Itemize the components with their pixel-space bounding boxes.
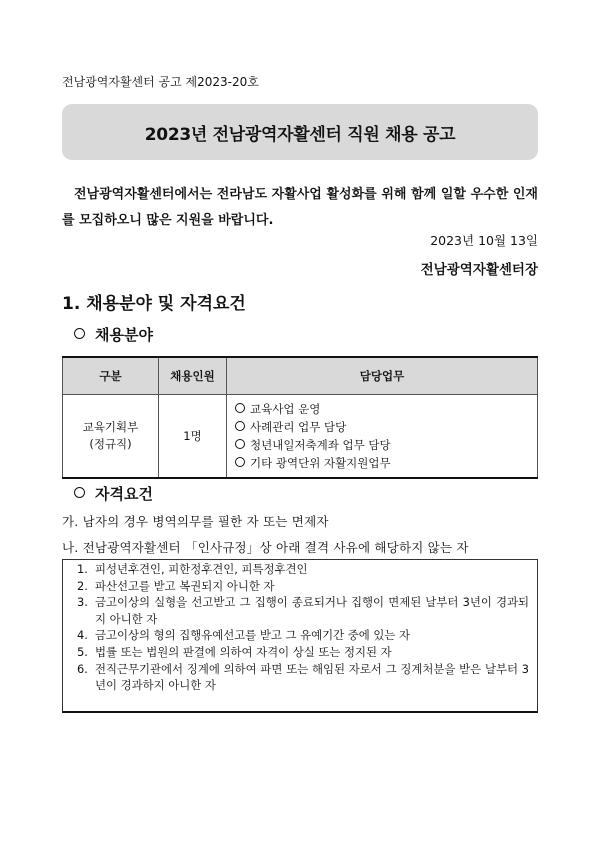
qualification-item: 가. 남자의 경우 병역의무를 필한 자 또는 면제자 <box>62 514 329 529</box>
item-number: 3. <box>77 595 88 610</box>
list-item <box>77 578 529 595</box>
list-item <box>77 594 529 627</box>
item-text: 금고이상의 형의 집행유예선고를 받고 그 유예기간 중에 있는 자 <box>95 628 411 643</box>
signer: 전남광역자활센터장 <box>420 262 538 278</box>
header-headcount: 채용인원 <box>159 357 227 395</box>
circle-bullet-icon <box>235 421 245 431</box>
duty-text: 교육사업 운영 <box>250 402 321 416</box>
header-category: 구분 <box>63 357 159 395</box>
subsection-qualifications <box>74 483 153 504</box>
circle-bullet-icon <box>74 328 85 339</box>
list-item <box>77 661 529 694</box>
circle-bullet-icon <box>235 403 245 413</box>
intro-paragraph <box>62 182 538 234</box>
item-text: 금고이상의 실형을 선고받고 그 집행이 종료되거나 집행이 면제된 날부터 3년이 경과되지 아니한 자 <box>95 595 529 626</box>
duty-text: 청년내일저축계좌 업무 담당 <box>250 438 391 452</box>
list-item <box>77 561 529 578</box>
item-text: 전직근무기관에서 징계에 의하여 파면 또는 해임된 자로서 그 징계처분을 받은 날부터 3년이 경과하지 아니한 자 <box>95 661 529 693</box>
item-text: 피성년후견인, 피한정후견인, 피특정후견인 <box>95 562 308 576</box>
notice-number: 전남광역자활센터 공고 제2023-20호 <box>62 75 259 89</box>
notice-date: 2023년 10월 13일 <box>430 233 538 248</box>
subsection-qualifications-title: 자격요건 <box>95 485 153 503</box>
table-row <box>63 395 538 479</box>
duty-text: 기타 광역단위 자활지원업무 <box>250 456 391 470</box>
subsection-positions-title: 채용분야 <box>95 326 153 344</box>
header-duties: 담당업무 <box>227 357 538 395</box>
cell-headcount: 1명 <box>159 395 227 479</box>
duty-item <box>235 400 537 418</box>
table-header-row <box>63 357 538 395</box>
category-type: (정규직) <box>89 437 132 451</box>
cell-duties <box>227 395 538 479</box>
list-item <box>77 627 529 644</box>
item-number: 5. <box>77 644 88 659</box>
list-item <box>77 644 529 661</box>
item-text: 파산선고를 받고 복권되지 아니한 자 <box>95 578 275 593</box>
item-number: 2. <box>77 578 88 593</box>
circle-bullet-icon <box>235 457 245 467</box>
duty-text: 사례관리 업무 담당 <box>250 420 347 434</box>
disqualification-list <box>62 559 538 713</box>
positions-table <box>62 356 538 479</box>
qualification-item: 나. 전남광역자활센터 「인사규정」상 아래 결격 사유에 해당하지 않는 자 <box>62 540 469 555</box>
item-number: 1. <box>77 562 88 576</box>
item-number: 6. <box>77 661 88 676</box>
item-number: 4. <box>77 628 88 643</box>
category-dept: 교육기획부 <box>82 420 139 434</box>
section-1-title: 1. 채용분야 및 자격요건 <box>62 294 246 314</box>
duty-item <box>235 436 537 454</box>
duty-item <box>235 418 537 436</box>
cell-category <box>63 395 159 479</box>
subsection-positions <box>74 324 153 345</box>
item-text: 법률 또는 법원의 판결에 의하여 자격이 상실 또는 정지된 자 <box>95 644 392 659</box>
page-title: 2023년 전남광역자활센터 직원 채용 공고 <box>62 104 538 160</box>
duty-item <box>235 454 537 472</box>
intro-text: 전남광역자활센터에서는 전라남도 자활사업 활성화를 위해 함께 일할 우수한 인재를 모집하오니 많은 지원을 바랍니다. <box>62 187 538 228</box>
circle-bullet-icon <box>235 439 245 449</box>
circle-bullet-icon <box>74 487 85 498</box>
